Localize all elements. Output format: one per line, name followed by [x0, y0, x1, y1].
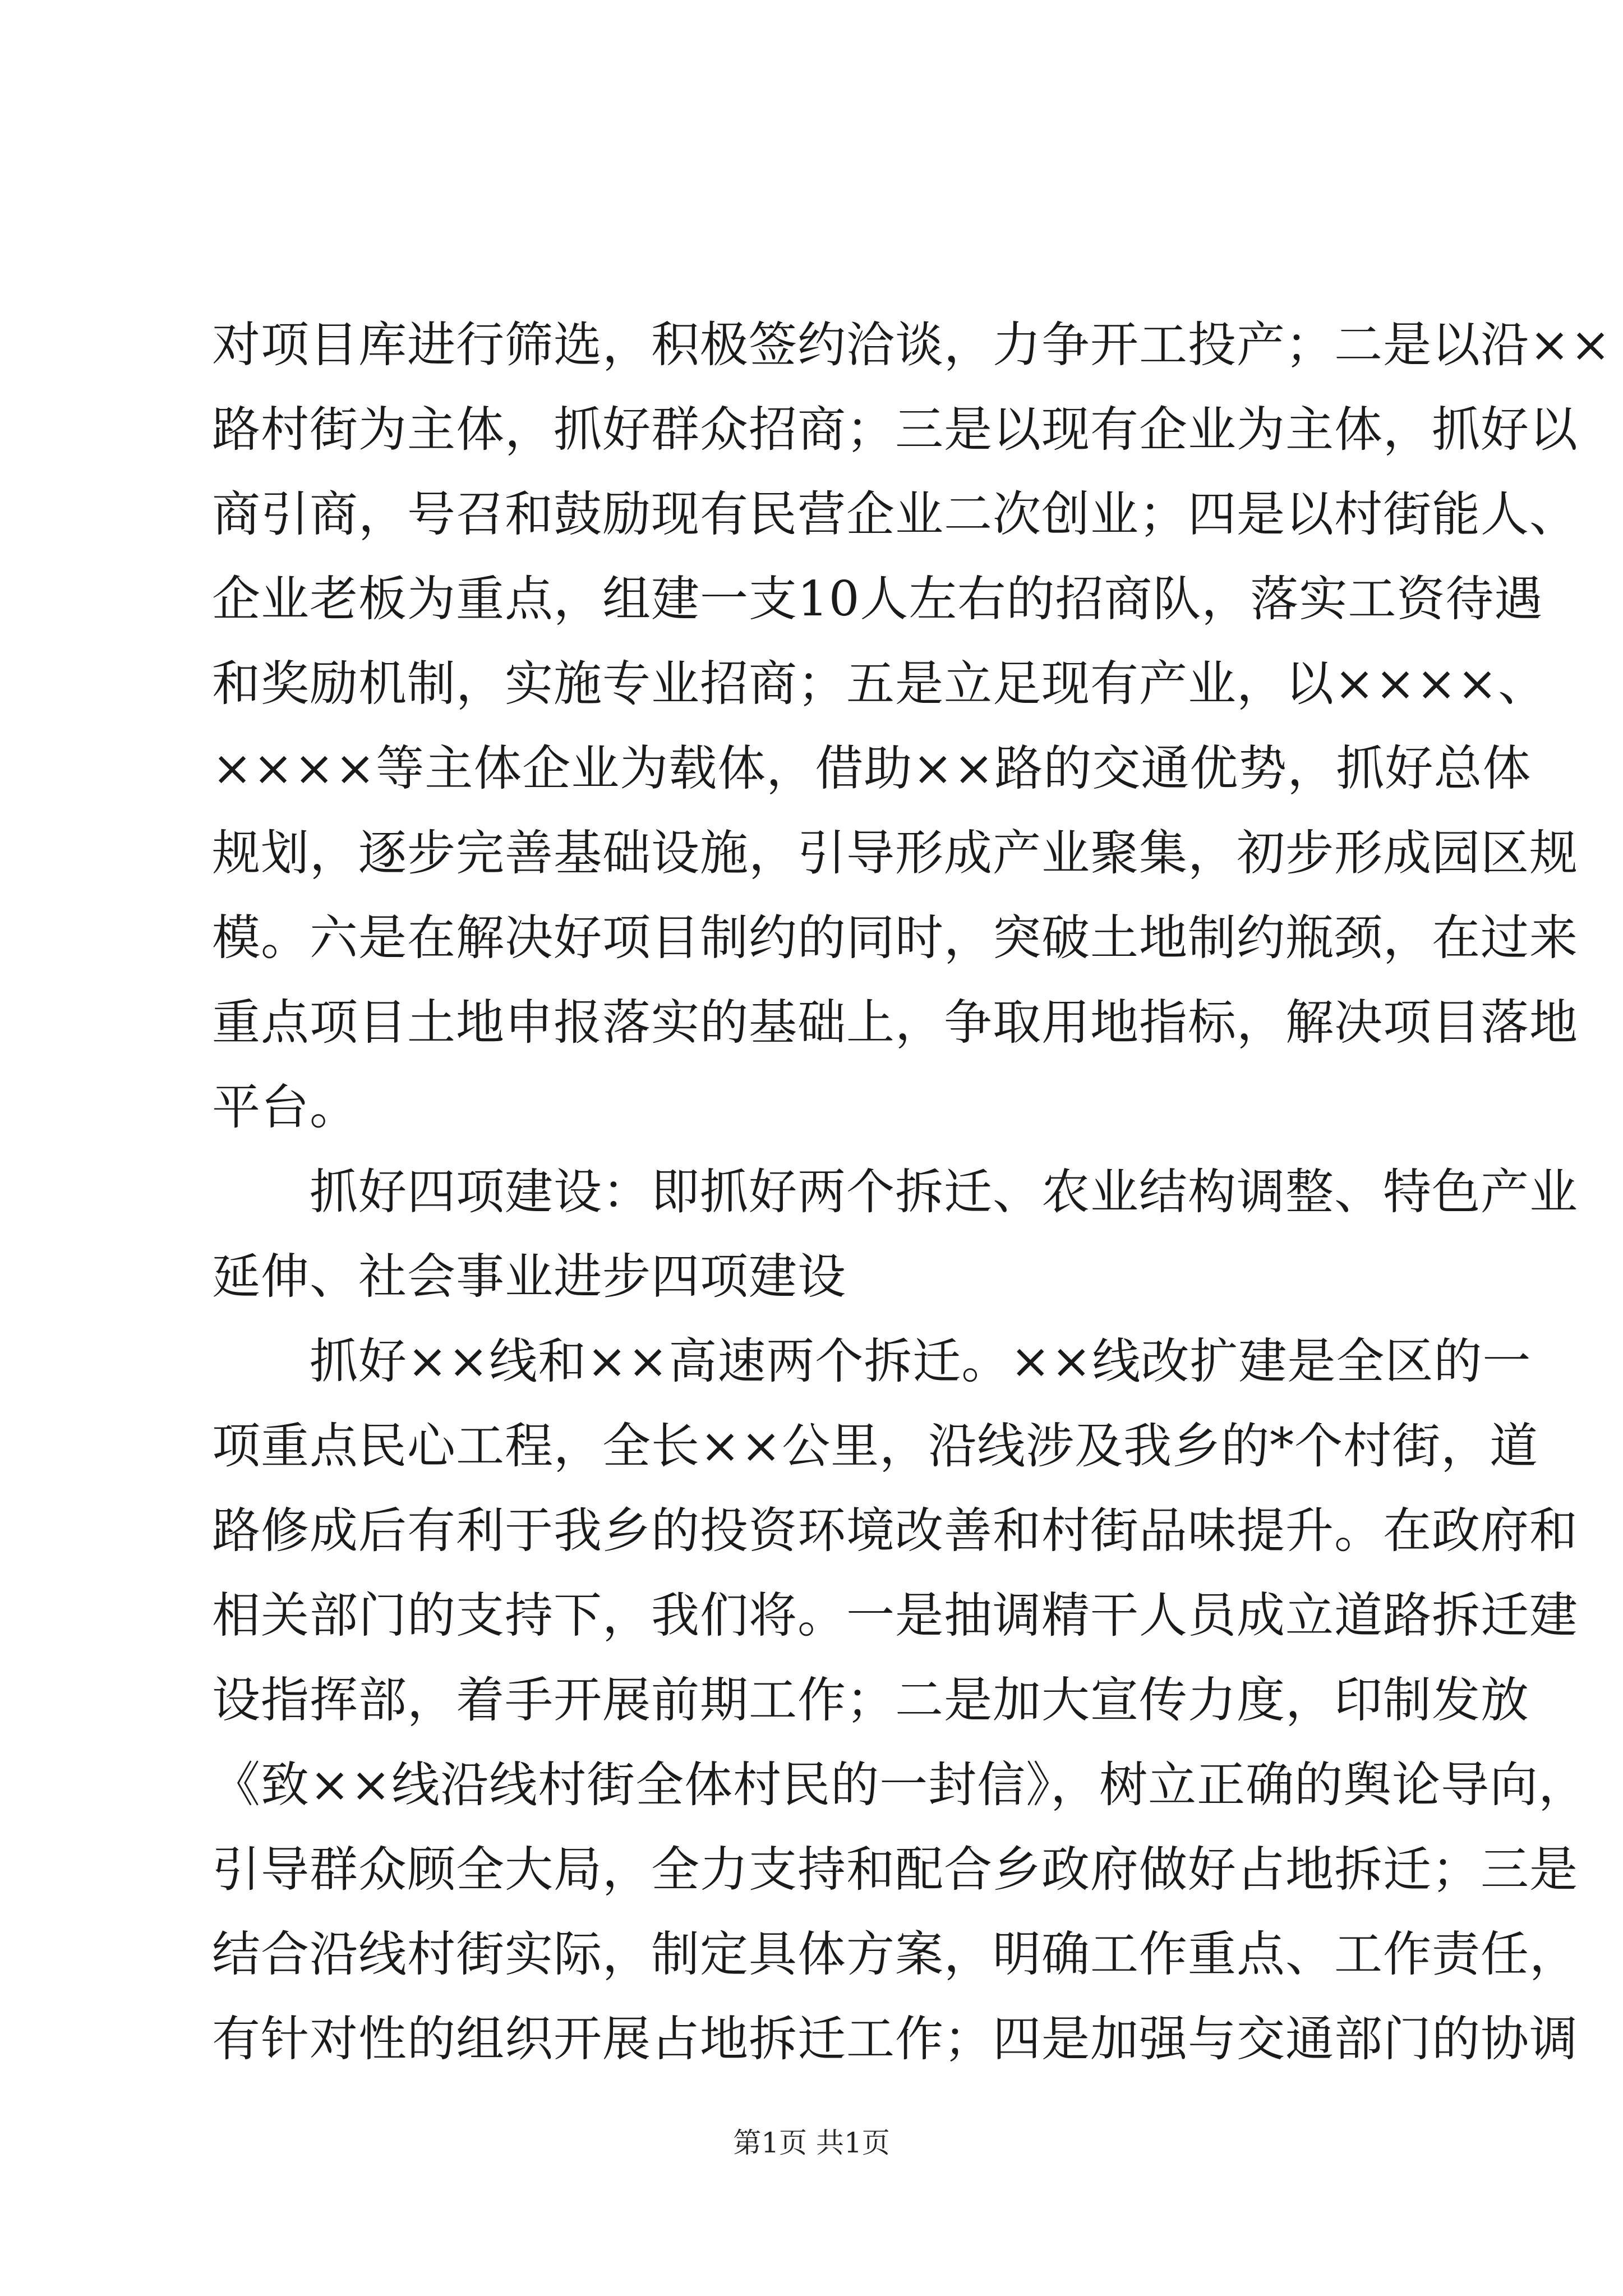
- body-line: 结合沿线村街实际，制定具体方案，明确工作重点、工作责任，: [212, 1926, 1578, 1982]
- body-line: 平台。: [212, 1079, 358, 1135]
- page-number-footer: 第1页 共1页: [733, 2127, 890, 2159]
- body-line: 路修成后有利于我乡的投资环境改善和村街品味提升。在政府和: [212, 1503, 1578, 1559]
- body-line: 模。六是在解决好项目制约的同时，突破土地制约瓶颈，在过来: [212, 910, 1578, 966]
- body-line: 抓好四项建设：即抓好两个拆迁、农业结构调整、特色产业: [212, 1164, 1578, 1220]
- body-line: 和奖励机制，实施专业招商；五是立足现有产业，以××××、: [212, 656, 1547, 712]
- body-line: 重点项目土地申报落实的基础上，争取用地指标，解决项目落地: [212, 995, 1578, 1051]
- body-line: 企业老板为重点，组建一支10人左右的招商队，落实工资待遇: [212, 571, 1543, 627]
- body-line: 项重点民心工程，全长××公里，沿线涉及我乡的*个村街，道: [212, 1418, 1539, 1474]
- body-line: 延伸、社会事业进步四项建设: [212, 1249, 846, 1305]
- document-body: [212, 303, 1612, 2082]
- body-line: 抓好××线和××高速两个拆迁。××线改扩建是全区的一: [212, 1333, 1532, 1389]
- body-line: 引导群众顾全大局，全力支持和配合乡政府做好占地拆迁；三是: [212, 1842, 1578, 1898]
- body-line: 规划，逐步完善基础设施，引导形成产业聚集，初步形成园区规: [212, 825, 1578, 881]
- body-line: 商引商，号召和鼓励现有民营企业二次创业；四是以村街能人、: [212, 486, 1578, 542]
- body-line: 路村街为主体，抓好群众招商；三是以现有企业为主体，抓好以: [212, 402, 1578, 458]
- body-line: 有针对性的组织开展占地拆迁工作；四是加强与交通部门的协调: [212, 2011, 1578, 2067]
- body-line: 设指挥部，着手开展前期工作；二是加大宣传力度，印制发放: [212, 1672, 1529, 1728]
- body-line: 相关部门的支持下，我们将。一是抽调精干人员成立道路拆迁建: [212, 1588, 1578, 1644]
- body-line: ××××等主体企业为载体，借助××路的交通优势，抓好总体: [212, 740, 1532, 797]
- body-line: 《致××线沿线村街全体村民的一封信》，树立正确的舆论导向，: [212, 1757, 1588, 1813]
- body-line: 对项目库进行筛选，积极签约洽谈，力争开工投产；二是以沿××: [212, 317, 1612, 373]
